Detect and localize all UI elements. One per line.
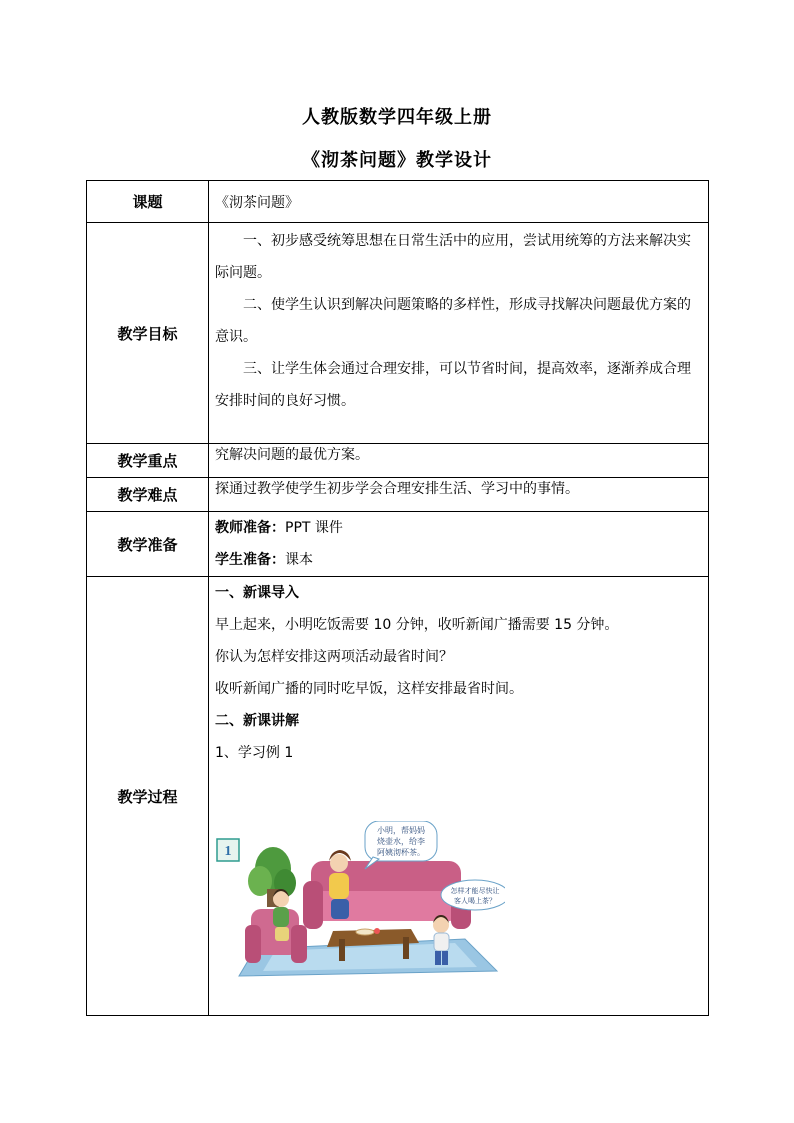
xiaoming-figure bbox=[433, 915, 449, 965]
process-line-1: 早上起来，小明吃饭需要 10 分钟，收听新闻广播需要 15 分钟。 bbox=[215, 617, 619, 633]
student-prep-value: 课本 bbox=[285, 552, 313, 568]
table-row-difficulty bbox=[87, 478, 709, 512]
goal-item-2: 二、使学生认识到解决问题策略的多样性，形成寻找解决问题最优方案的意识。 bbox=[215, 297, 691, 345]
key-value: 究解决问题的最优方案。 bbox=[209, 444, 709, 478]
process-line-2: 你认为怎样安排这两项活动最省时间？ bbox=[215, 649, 453, 665]
living-room-illustration bbox=[215, 821, 505, 981]
document-title: 人教版数学四年级上册 bbox=[302, 107, 492, 128]
difficulty-label: 教学难点 bbox=[87, 478, 209, 512]
goal-item-3: 三、让学生体会通过合理安排，可以节省时间，提高效率，逐渐养成合理安排时间的良好习惯。 bbox=[215, 361, 691, 409]
student-prep-label: 学生准备： bbox=[215, 552, 285, 568]
goals-label: 教学目标 bbox=[87, 223, 209, 444]
process-label: 教学过程 bbox=[87, 577, 209, 1016]
example-illustration bbox=[215, 821, 505, 981]
table-row-key bbox=[87, 444, 709, 478]
process-cell bbox=[209, 577, 709, 1016]
process-line-3: 收听新闻广播的同时吃早饭，这样安排最省时间。 bbox=[215, 681, 523, 697]
table-row-goals bbox=[87, 223, 709, 444]
section-heading-intro: 一、新课导入 bbox=[215, 585, 299, 601]
bubble2-line-2: 客人喝上茶？ bbox=[454, 897, 496, 905]
example-badge: 1 bbox=[224, 844, 232, 859]
prep-label: 教学准备 bbox=[87, 512, 209, 577]
teacher-prep bbox=[215, 512, 702, 544]
table-row-prep bbox=[87, 512, 709, 577]
mother-figure bbox=[329, 850, 351, 919]
teacher-prep-label: 教师准备： bbox=[215, 520, 285, 536]
difficulty-value: 探通过教学使学生初步学会合理安排生活、学习中的事情。 bbox=[209, 478, 709, 512]
bubble1-line-1: 小明，帮妈妈 bbox=[377, 826, 425, 835]
teacher-prep-value: PPT 课件 bbox=[285, 520, 343, 536]
speech-bubble-xiaoming bbox=[441, 880, 505, 910]
prep-cell bbox=[209, 512, 709, 577]
goals-cell bbox=[209, 223, 709, 444]
goal-item-1: 一、初步感受统筹思想在日常生活中的应用，尝试用统筹的方法来解决实际问题。 bbox=[215, 233, 691, 281]
topic-label: 课题 bbox=[87, 181, 209, 223]
document-subtitle: 《沏茶问题》教学设计 bbox=[302, 150, 492, 171]
table-row-process bbox=[87, 577, 709, 1016]
key-label: 教学重点 bbox=[87, 444, 209, 478]
section-heading-lecture: 二、新课讲解 bbox=[215, 713, 299, 729]
lesson-plan-table bbox=[86, 180, 709, 1016]
bubble2-line-1: 怎样才能尽快让 bbox=[450, 887, 500, 895]
bubble1-line-3: 阿姨沏杯茶。 bbox=[377, 848, 425, 857]
topic-value: 《沏茶问题》 bbox=[209, 181, 709, 223]
process-line-4: 1、学习例 1 bbox=[215, 745, 294, 761]
boy-figure bbox=[273, 889, 289, 941]
table-row-topic bbox=[87, 181, 709, 223]
bubble1-line-2: 烧壶水，给李 bbox=[377, 837, 425, 846]
student-prep bbox=[215, 544, 702, 576]
